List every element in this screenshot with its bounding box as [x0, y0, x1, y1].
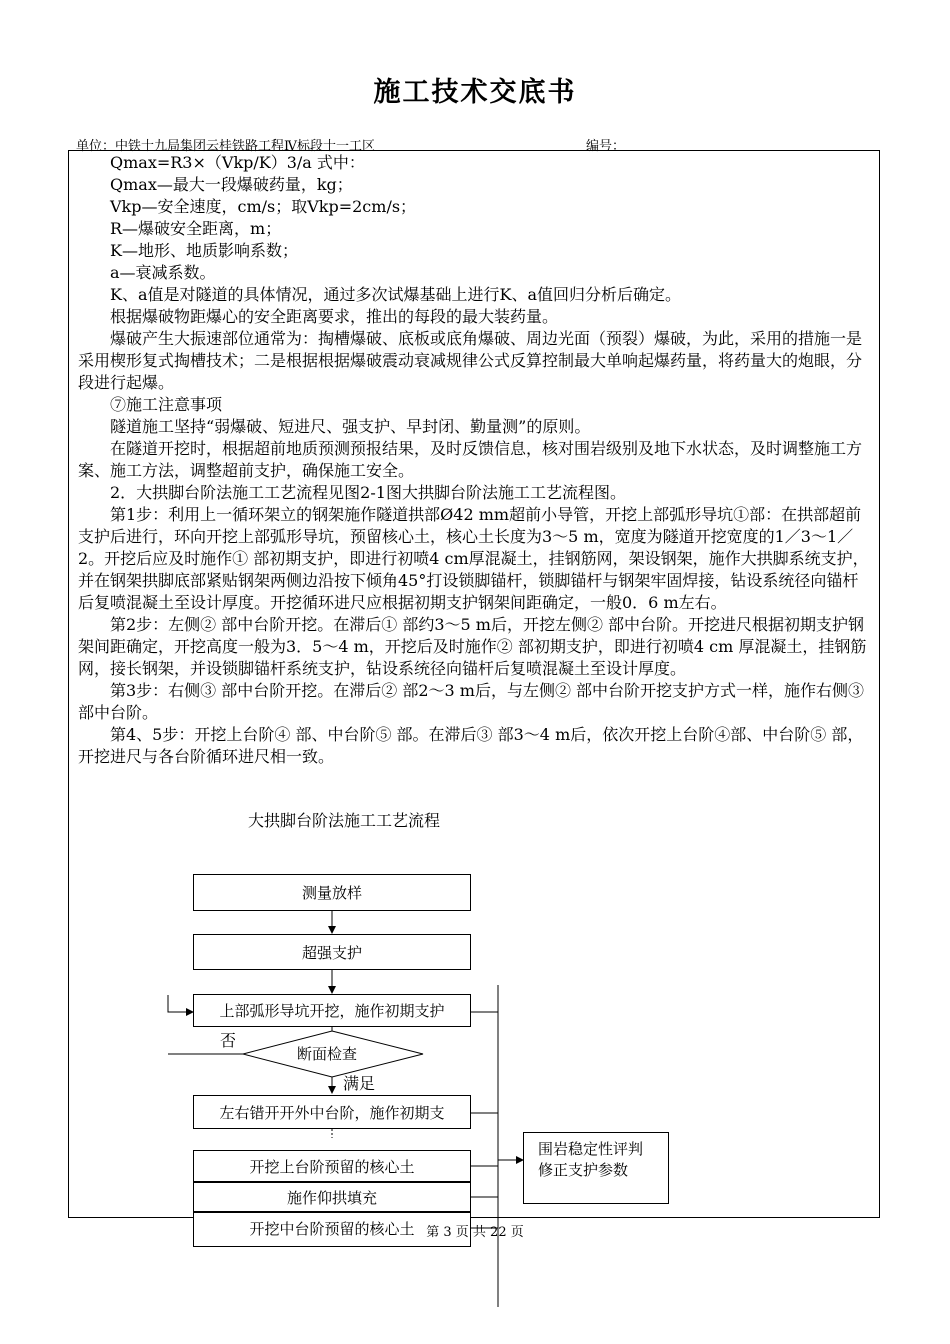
- paragraph: 隧道施工坚持“弱爆破、短进尺、强支护、早封闭、勤量测”的原则。: [110, 417, 591, 436]
- paragraph: 第3步：右侧③ 部中台阶开挖。在滞后② 部2～3 m后，与左侧② 部中台阶开挖支护方式一样，施作右侧③ 部中台阶。: [78, 681, 865, 722]
- paragraph: a—衰减系数。: [110, 263, 216, 282]
- paragraph: 第4、5步：开挖上台阶④ 部、中台阶⑤ 部。在滞后③ 部3～4 m后，依次开挖上台阶④部、中台阶⑤ 部，开挖进尺与各台阶循环进尺相一致。: [78, 725, 864, 766]
- document-title: 施工技术交底书: [373, 77, 577, 108]
- flow-step-middle-core: 开挖中台阶预留的核心土: [193, 1212, 471, 1247]
- paragraph: Qmax=R3×（Vkp/K）3/a 式中：: [110, 153, 365, 172]
- unit-label: 单位：中铁十九局集团云桂铁路工程Ⅳ标段十一工区: [76, 139, 375, 154]
- flow-step-upper-core: 开挖上台阶预留的核心土: [193, 1150, 471, 1182]
- paragraph: K、a值是对隧道的具体情况，通过多次试爆基础上进行K、a值回归分析后确定。: [110, 285, 681, 304]
- flow-step-measure: 测量放样: [193, 874, 471, 911]
- flow-step-advance-support: 超强支护: [193, 934, 471, 970]
- paragraph: R—爆破安全距离，m；: [110, 219, 282, 238]
- paragraph: 2．大拱脚台阶法施工工艺流程见图2-1图大拱脚台阶法施工工艺流程图。: [110, 483, 626, 502]
- number-label: 编号：: [586, 139, 626, 154]
- paragraph: K—地形、地质影响系数；: [110, 241, 298, 260]
- loop-back-line: [168, 995, 193, 1012]
- paragraph: 爆破产生大振速部位通常为：掏槽爆破、底板或底角爆破、周边光面（预裂）爆破，为此，采用的措施一是采用楔形复式掏槽技术；二是根据根据爆破震动衰减规律公式反算控制最大单响起爆药量，将药量大的炮眼，分段进行起爆。: [78, 329, 863, 392]
- paragraph: 第2步：左侧② 部中台阶开挖。在滞后① 部约3～5 m后，开挖左侧② 部中台阶。开挖进尺根据初期支护钢架间距确定，开挖高度一般为3．5～4 m，开挖后及时施作② 部初期支护，即进行初喷4 cm 厚混凝土，挂钢筋网，接长钢架，并设锁脚锚杆系统支护，钻设系统径向锚杆后复喷混凝土至设计厚度。: [78, 615, 867, 678]
- flow-step-invert-fill: 施作仰拱填充: [193, 1182, 471, 1212]
- paragraph: 根据爆破物距爆心的安全距离要求，推出的每段的最大装药量。: [110, 307, 559, 326]
- page-footer: 第 3 页 共 22 页: [426, 1225, 524, 1240]
- label-no: 否: [220, 1031, 237, 1050]
- flow-step-middle-bench: 左右错开开外中台阶，施作初期支: [193, 1095, 471, 1129]
- flow-step-section-check: 断面检查: [297, 1045, 358, 1063]
- paragraph: 在隧道开挖时，根据超前地质预测预报结果，及时反馈信息，核对围岩级别及地下水状态，及时调整施工方案、施工方法，调整超前支护，确保施工安全。: [78, 439, 863, 480]
- side-box-assessment: 围岩稳定性评判 修正支护参数: [523, 1132, 669, 1204]
- paragraph: Qmax—最大一段爆破药量，kg；: [110, 175, 353, 194]
- paragraph: ⑦施工注意事项: [110, 395, 223, 414]
- paragraph: 第1步：利用上一循环架立的钢架施作隧道拱部Ø42 mm超前小导管，开挖上部弧形导坑①部：在拱部超前支护后进行，环向开挖上部弧形导坑，预留核心土，核心土长度为3～5 m，宽度为隧道开挖宽度的1／3～1／2。开挖后应及时施作① 部初期支护，即进行初喷4 cm厚混凝土，挂钢筋网，架设钢架，施作大拱脚系统支护，并在钢架拱脚底部紧贴钢架两侧边沿按下倾角45°打设锁脚锚杆，锁脚锚杆与钢架牢固焊接，钻设系统径向锚杆后复喷混凝土至设计厚度。开挖循环进尺应根据初期支护钢架间距确定，一般0．6 m左右。: [78, 505, 869, 612]
- flow-step-upper-excavation: 上部弧形导坑开挖，施作初期支护: [193, 994, 471, 1027]
- flowchart-caption: 大拱脚台阶法施工工艺流程: [248, 811, 441, 830]
- paragraph: Vkp—安全速度，cm/s；取Vkp=2cm/s；: [110, 197, 417, 216]
- label-satisfied: 满足: [343, 1074, 376, 1093]
